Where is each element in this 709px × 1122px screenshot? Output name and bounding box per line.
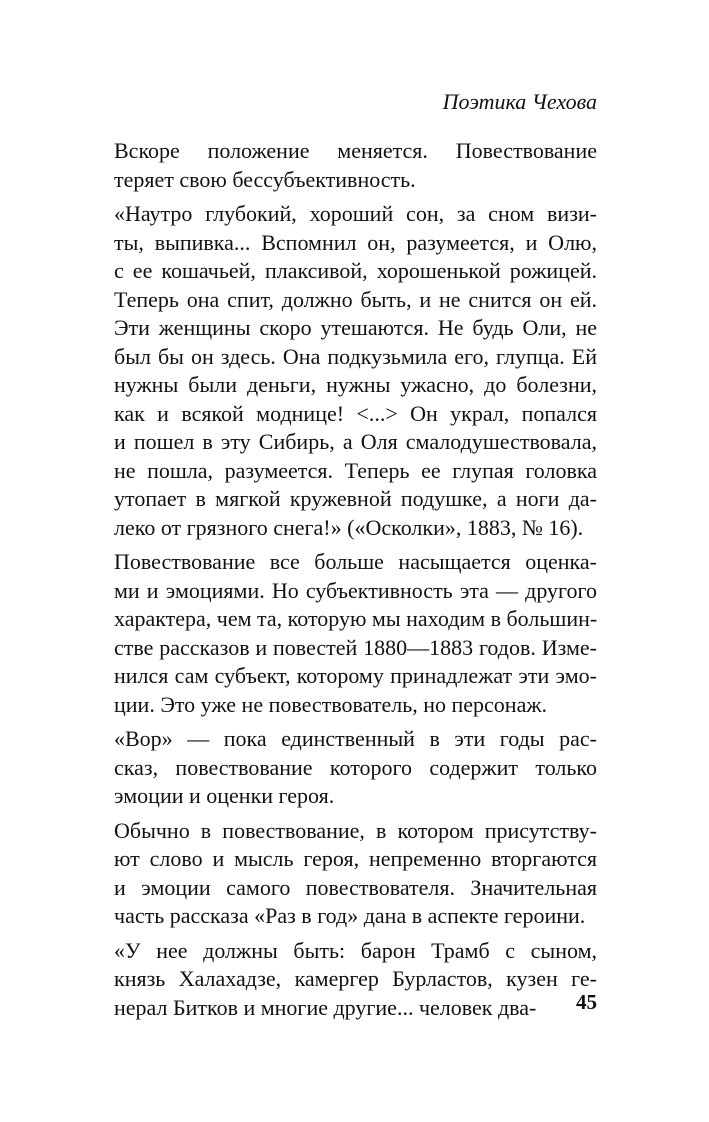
text-line: ми и эмоциями. Но субъективность эта — другого <box>114 577 597 603</box>
text-line: ции. Это уже не повествователь, но персонаж. <box>114 691 548 717</box>
paragraph <box>114 937 597 1023</box>
text-line: Вскоре положение меняется. Повествование <box>114 138 597 163</box>
text-line: утопает в мягкой кружевной подушке, а ноги да- <box>114 486 597 511</box>
text-line: и пошел в эту Сибирь, а Оля смалодушествовала, <box>114 429 597 454</box>
text-line: ты, выпивка... Вспомнил он, разумеется, и Олю, <box>114 229 597 255</box>
text-line: как и всякой моднице! <...> Он украл, попался <box>114 400 597 426</box>
running-head: Поэтика Чехова <box>442 89 597 114</box>
text-line: был бы он здесь. Она подкузьмила его, глупца. Ей <box>114 343 597 369</box>
text-line: часть рассказа «Раз в год» дана в аспекте героини. <box>114 903 586 928</box>
text-line: характера, чем та, которую мы находим в большин- <box>114 606 598 631</box>
text-line: сказ, повествование которого содержит только <box>114 754 597 780</box>
text-line: Обычно в повествование, в котором присутству- <box>114 817 597 843</box>
paragraph <box>114 548 597 719</box>
paragraph <box>114 200 597 542</box>
paragraph <box>114 137 597 194</box>
text-line: нился сам субъект, которому принадлежат эти эмо- <box>114 663 597 688</box>
text-line: Теперь она спит, должно быть, и не снится он ей. <box>114 286 597 312</box>
text-line: стве рассказов и повестей 1880—1883 годов. Изме- <box>114 634 597 660</box>
text-line: с ее кошачьей, плаксивой, хорошенькой рожицей. <box>114 258 597 283</box>
text-line: теряет свою бессубъективность. <box>114 166 416 192</box>
text-line: Эти женщины скоро утешаются. Не будь Оли, не <box>114 315 597 340</box>
text-line: ют слово и мысль героя, непременно вторгаются <box>114 846 597 871</box>
text-line: «Наутро глубокий, хороший сон, за сном визи- <box>114 201 597 226</box>
text-line: «Вор» — пока единственный в эти годы рас- <box>114 726 597 751</box>
text-line: не пошла, разумеется. Теперь ее глупая головка <box>114 457 597 483</box>
text-line: нужны были деньги, нужны ужасно, до болезни, <box>114 372 597 397</box>
paragraph <box>114 725 597 811</box>
text-line: Повествование все больше насыщается оценка- <box>114 549 597 574</box>
text-line: эмоции и оценки героя. <box>114 783 335 808</box>
text-line: леко от грязного снега!» («Осколки», 1883, № 16). <box>114 514 584 540</box>
text-line: «У нее должны быть: барон Трамб с сыном, <box>114 937 597 963</box>
text-line: и эмоции самого повествователя. Значительная <box>114 874 597 900</box>
paragraph <box>114 817 597 931</box>
body-text <box>114 137 597 1028</box>
text-line: нерал Битков и многие другие... человек два- <box>114 994 537 1020</box>
page-number: 45 <box>576 990 597 1014</box>
text-line: князь Халахадзе, камергер Бурластов, кузен ге- <box>114 966 597 991</box>
